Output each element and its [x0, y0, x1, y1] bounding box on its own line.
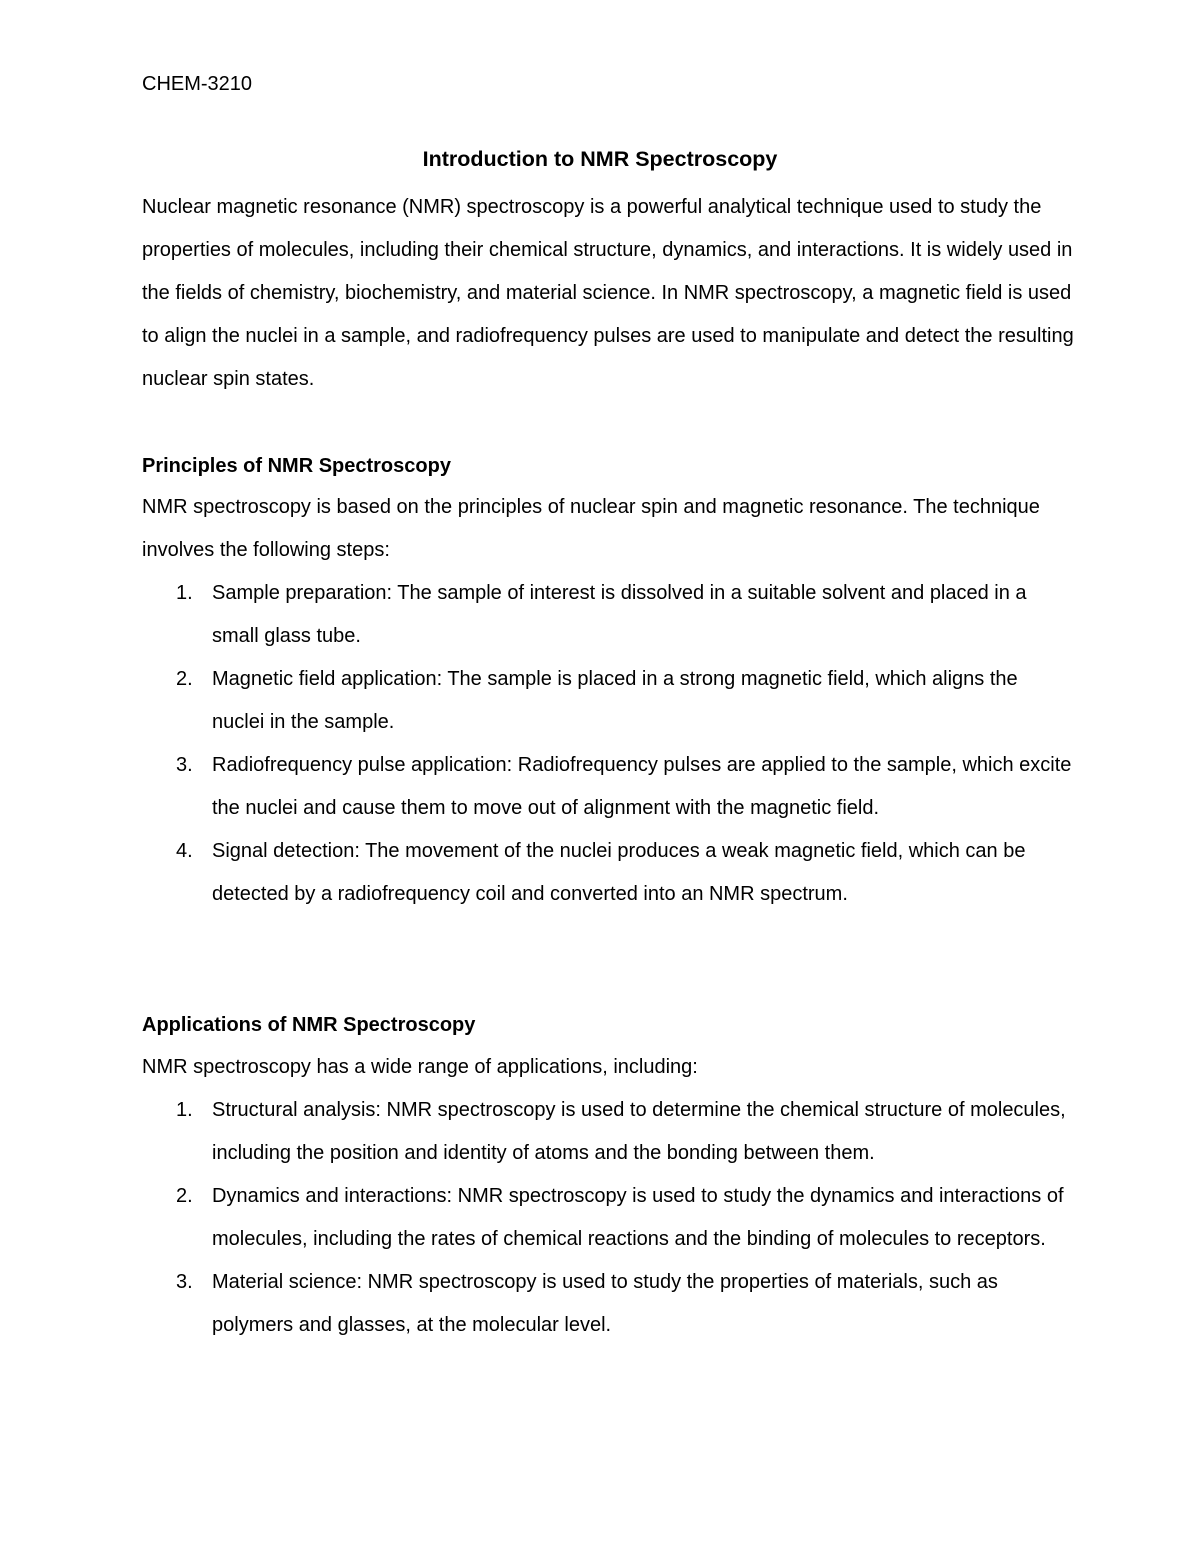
- list-item-text: Material science: NMR spectroscopy is used to study the properties of materials, such as polymers and glasses, at the molecular level.: [212, 1271, 998, 1336]
- list-item: [142, 1089, 1072, 1175]
- list-item-number: 2.: [176, 668, 193, 690]
- list-item-text: Dynamics and interactions: NMR spectroscopy is used to study the dynamics and interactions of molecules, including the rates of chemical reactions and the binding of molecules to receptors.: [212, 1185, 1064, 1250]
- list-item-text: Radiofrequency pulse application: Radiofrequency pulses are applied to the sample, which excite the nuclei and cause them to move out of alignment with the magnetic field.: [212, 754, 1072, 819]
- list-item: [142, 830, 1072, 916]
- list-item-number: 4.: [176, 840, 193, 862]
- applications-heading: Applications of NMR Spectroscopy: [142, 1014, 476, 1036]
- principles-heading: Principles of NMR Spectroscopy: [142, 455, 451, 477]
- list-item: [142, 658, 1072, 744]
- list-item-number: 1.: [176, 582, 193, 604]
- list-item-text: Signal detection: The movement of the nuclei produces a weak magnetic field, which can be detected by a radiofrequency coil and converted into an NMR spectrum.: [212, 840, 1026, 905]
- list-item-number: 3.: [176, 754, 193, 776]
- applications-intro: NMR spectroscopy has a wide range of applications, including:: [142, 1056, 698, 1078]
- list-item-text: Magnetic field application: The sample is placed in a strong magnetic field, which aligns the nuclei in the sample.: [212, 668, 1018, 733]
- list-item: [142, 1175, 1072, 1261]
- list-item-text: Sample preparation: The sample of interest is dissolved in a suitable solvent and placed in a small glass tube.: [212, 582, 1027, 647]
- list-item-number: 3.: [176, 1271, 193, 1293]
- list-item: [142, 744, 1072, 830]
- applications-list: [142, 1089, 1072, 1347]
- page-title: Introduction to NMR Spectroscopy: [422, 147, 778, 171]
- intro-paragraph: Nuclear magnetic resonance (NMR) spectroscopy is a powerful analytical technique used to study the properties of molecules, including their chemical structure, dynamics, and interactions. It is widely used in the fields of chemistry, biochemistry, and material science. In NMR spectroscopy, a magnetic field is used to align the nuclei in a sample, and radiofrequency pulses are used to manipulate and detect the resulting nuclear spin states.: [142, 196, 1074, 390]
- list-item-number: 1.: [176, 1099, 193, 1121]
- list-item: [142, 572, 1072, 658]
- course-code: CHEM-3210: [142, 73, 253, 95]
- principles-intro: NMR spectroscopy is based on the principles of nuclear spin and magnetic resonance. The technique involves the following steps:: [142, 496, 1040, 561]
- principles-steps-list: [142, 572, 1072, 916]
- list-item: [142, 1261, 1072, 1347]
- list-item-text: Structural analysis: NMR spectroscopy is used to determine the chemical structure of molecules, including the position and identity of atoms and the bonding between them.: [212, 1099, 1066, 1164]
- list-item-number: 2.: [176, 1185, 193, 1207]
